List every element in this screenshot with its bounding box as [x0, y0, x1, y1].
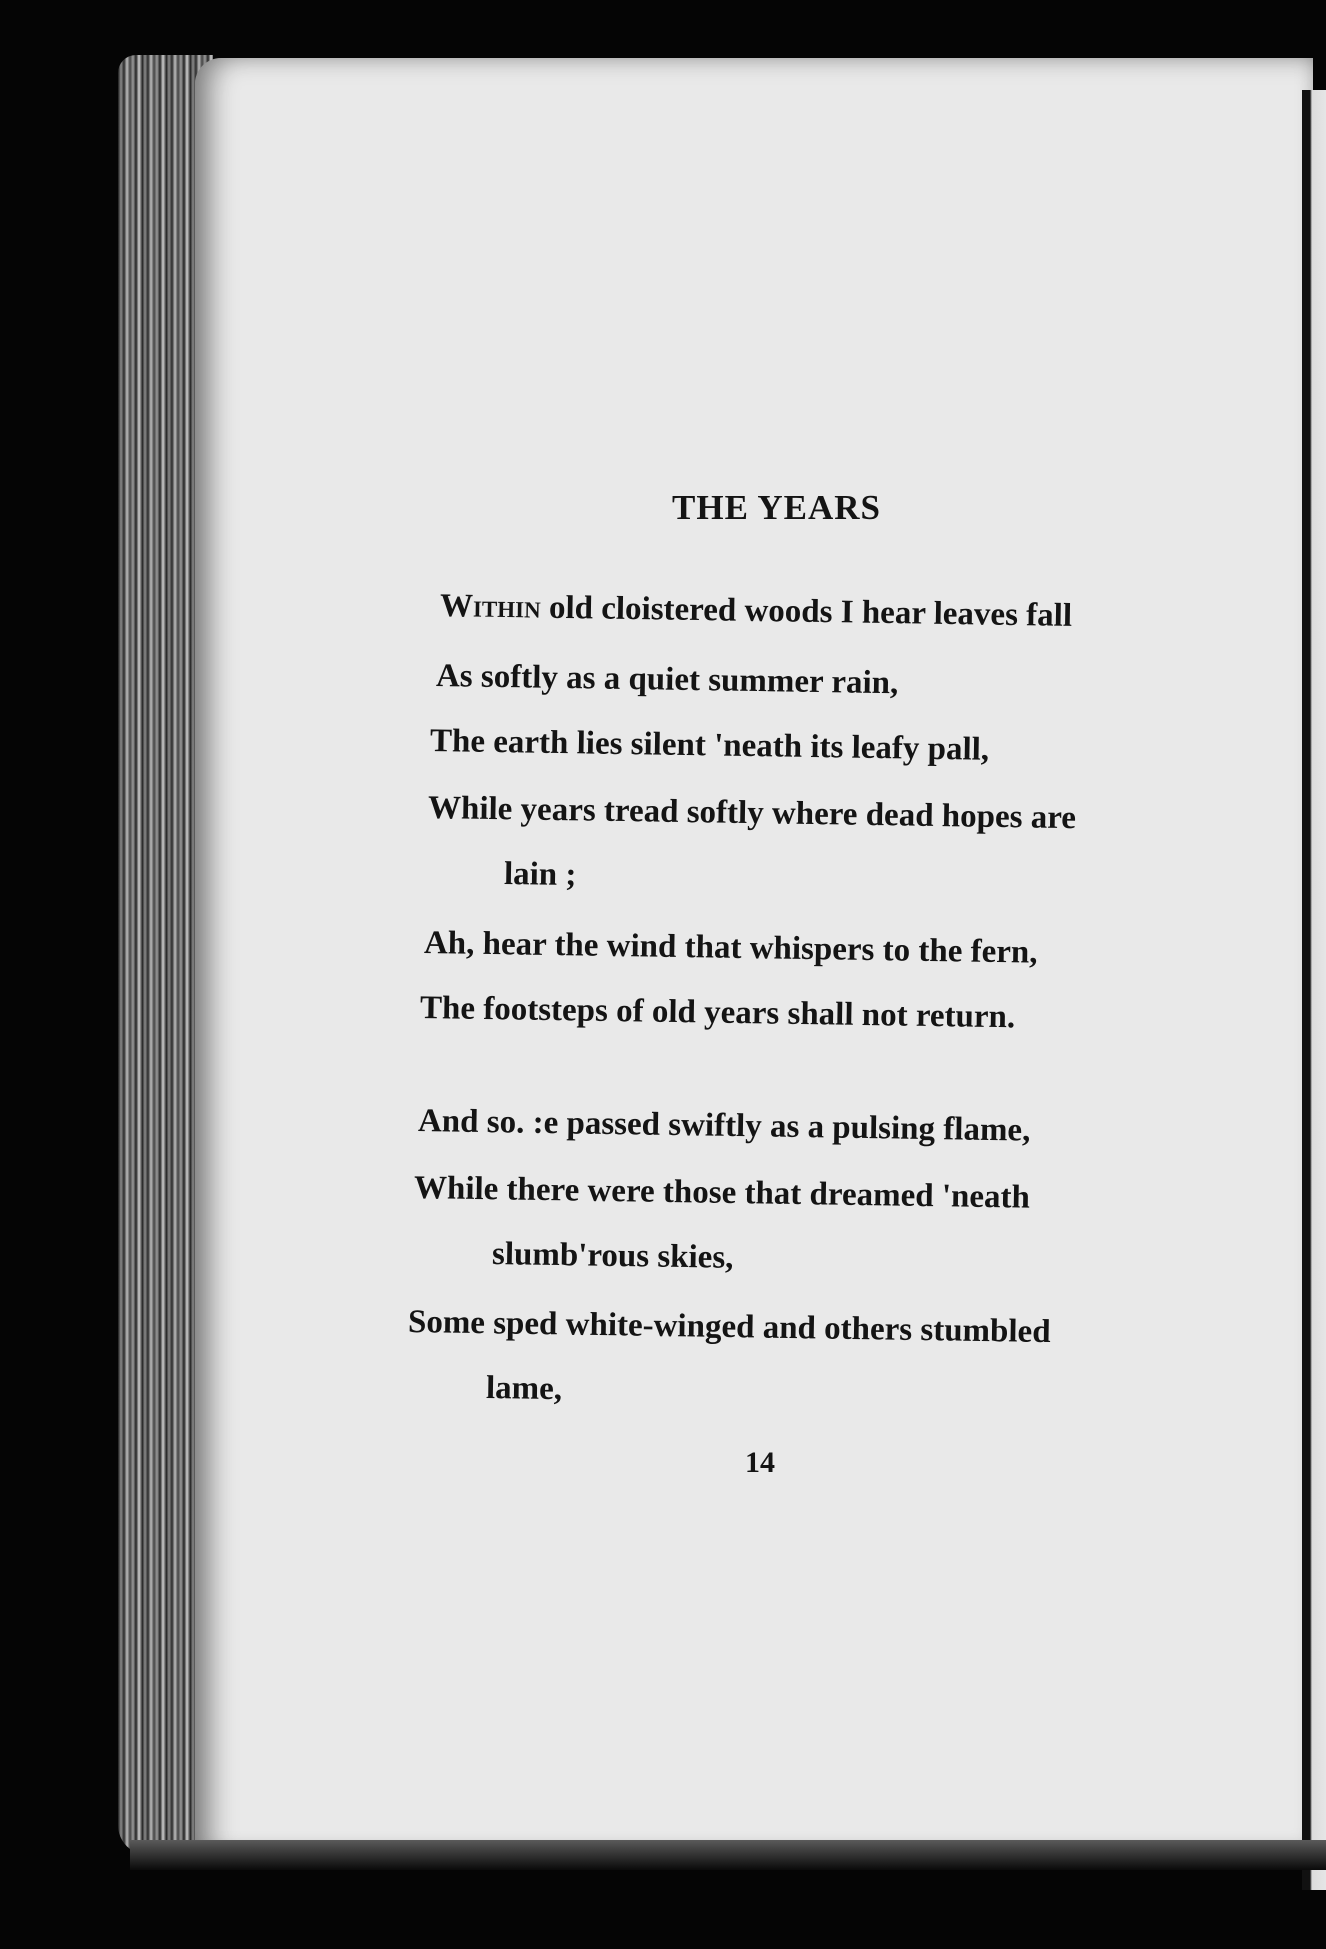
poem-line: The footsteps of old years shall not return.: [419, 990, 1016, 1036]
poem-line-text: old cloistered woods I hear leaves fall: [540, 589, 1073, 634]
poem-line: The earth lies silent 'neath its leafy pall,: [429, 723, 990, 768]
poem-title: THE YEARS: [672, 488, 882, 527]
poem-line: lame,: [485, 1370, 563, 1408]
poem-line: While there were those that dreamed 'neath: [413, 1170, 1031, 1216]
poem-line: As softly as a quiet summer rain,: [435, 658, 899, 702]
poem-line: slumb'rous skies,: [491, 1236, 734, 1276]
poem-line: [440, 588, 1073, 635]
poem-line: Ah, hear the wind that whispers to the fern,: [423, 925, 1038, 971]
page-number: 14: [745, 1446, 775, 1479]
poem-line: And so. :e passed swiftly as a pulsing flame,: [417, 1103, 1031, 1149]
poem-line: lain ;: [503, 856, 577, 894]
poem-line-lead-word: Within: [439, 588, 542, 626]
poem-line: While years tread softly where dead hopes are: [427, 790, 1077, 837]
poem-line: Some sped white-winged and others stumbled: [407, 1304, 1051, 1351]
